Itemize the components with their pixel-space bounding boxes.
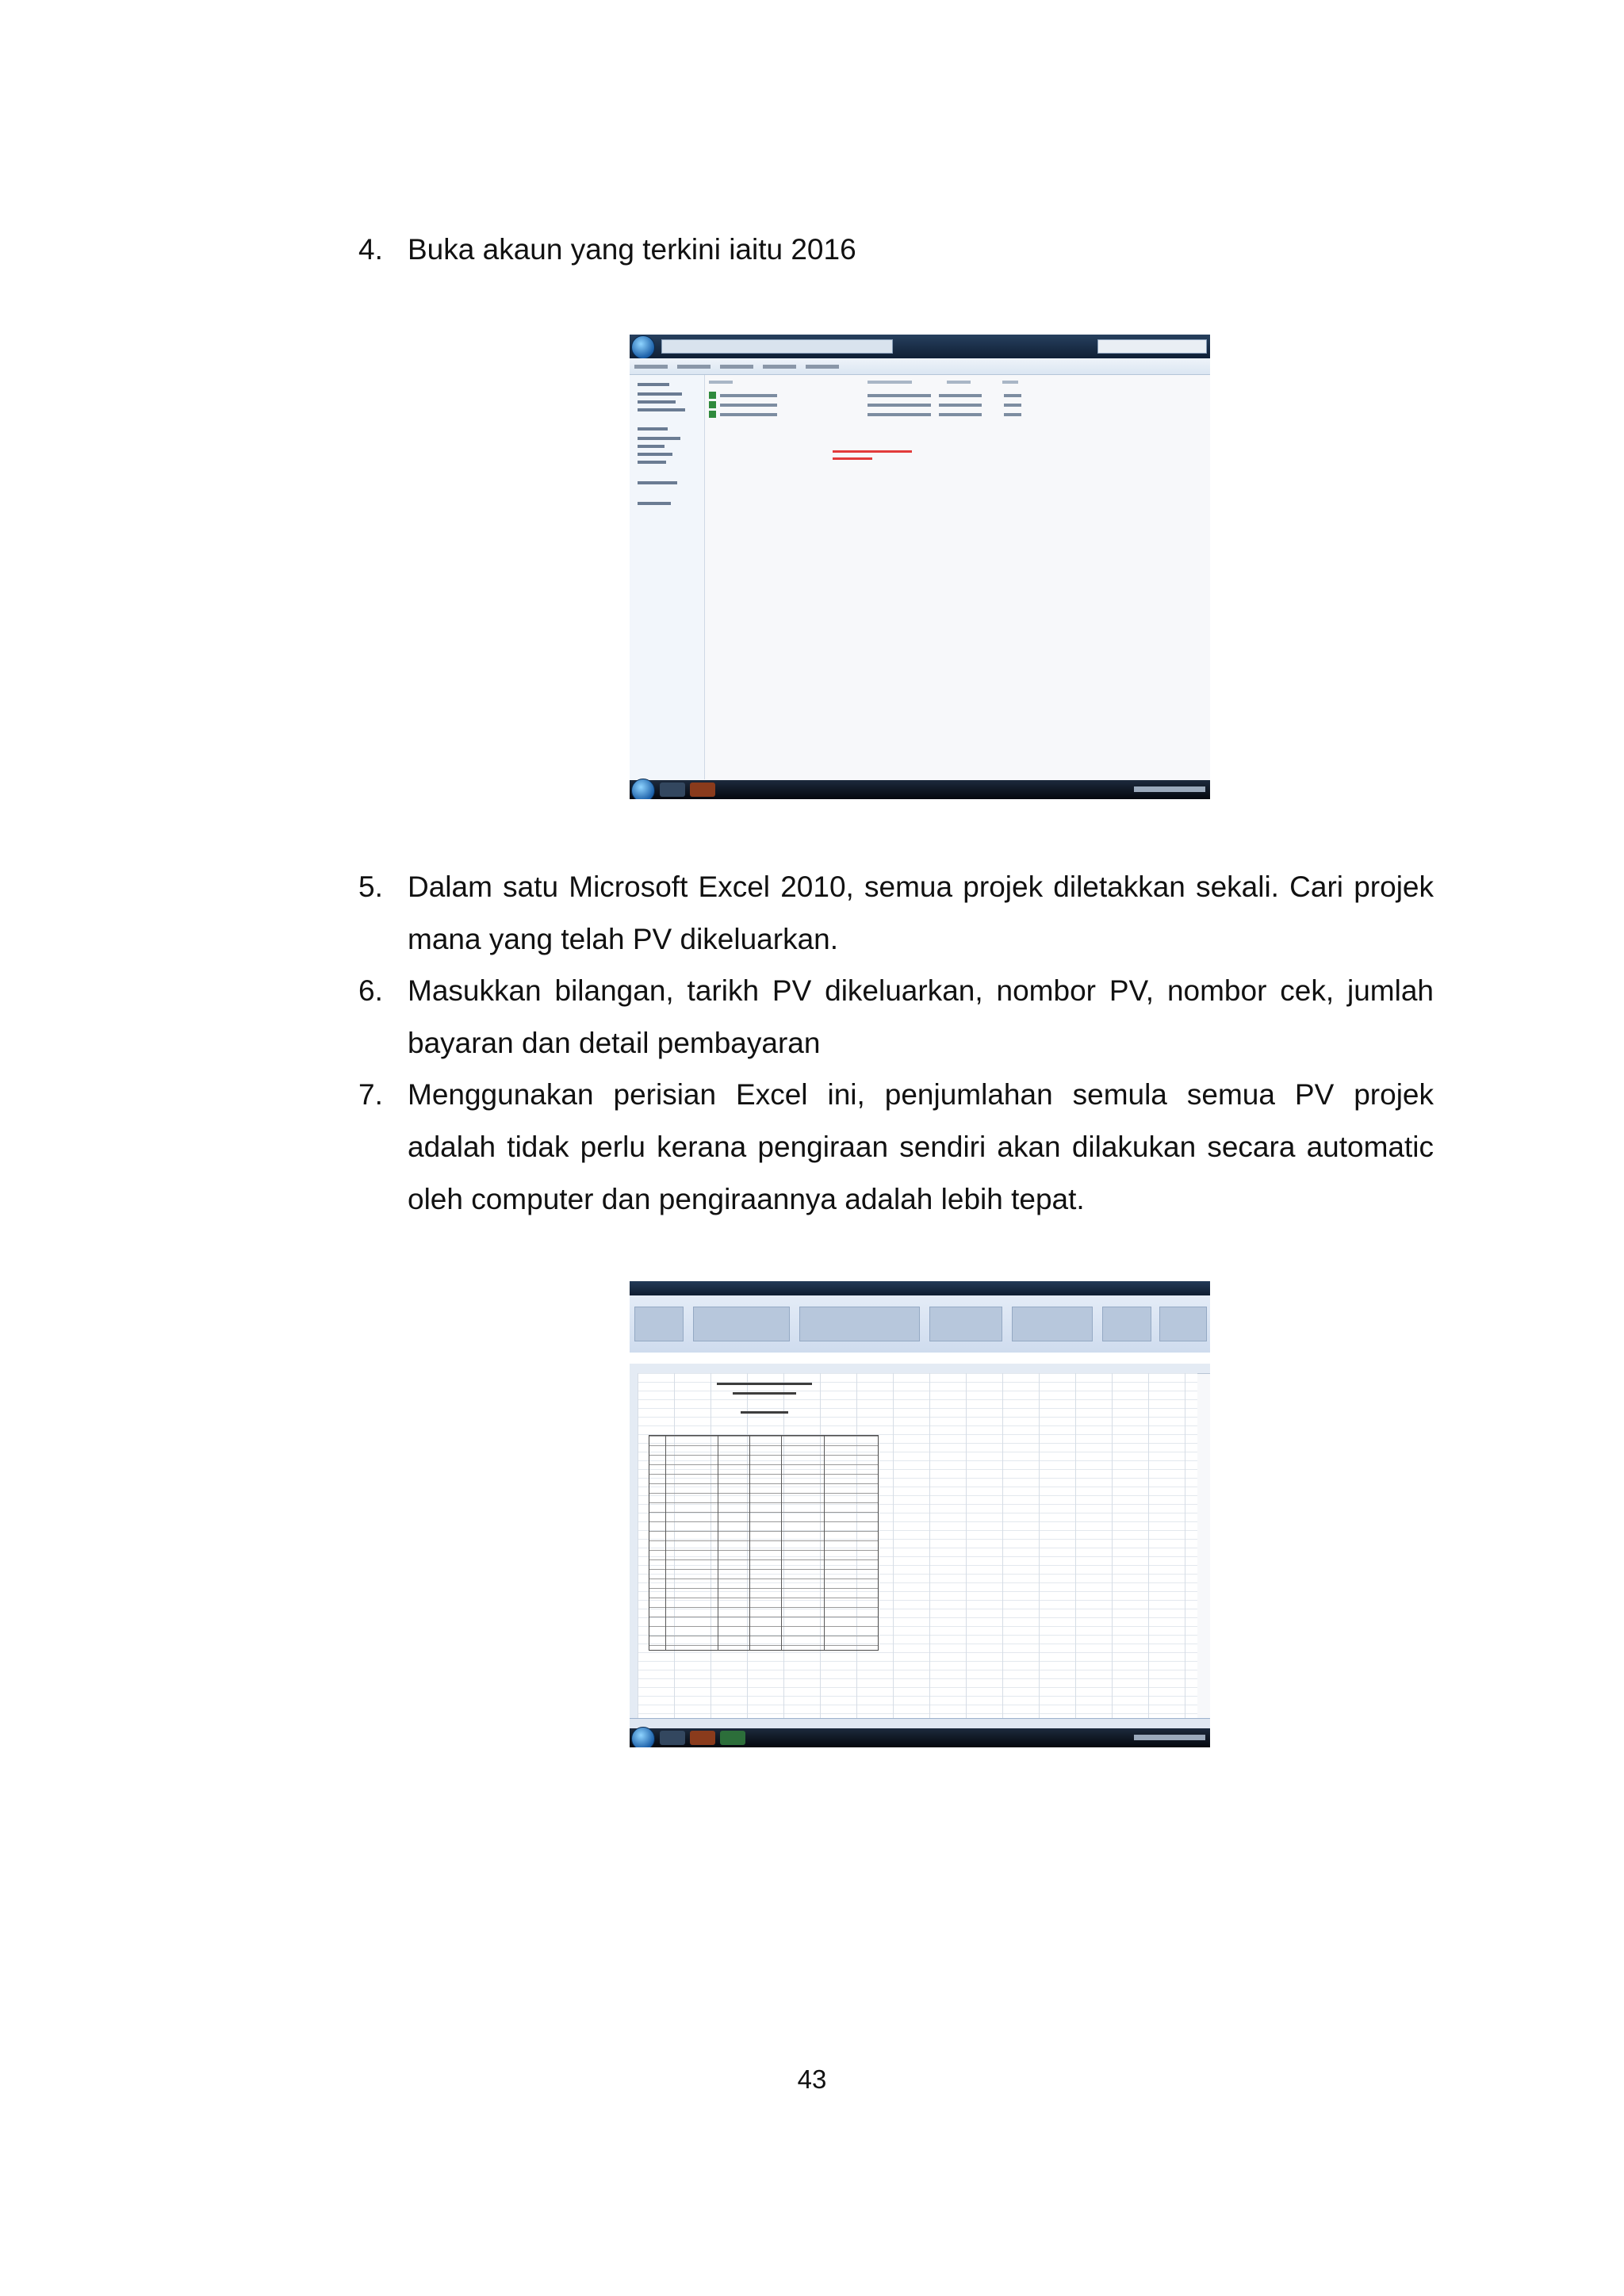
file-row — [709, 401, 1201, 409]
windows-explorer-screenshot — [630, 335, 1210, 799]
taskbar-browser-icon — [690, 783, 715, 797]
explorer-title-bar — [630, 335, 1210, 358]
page-number: 43 — [797, 2064, 827, 2094]
step-number: 7. — [358, 1078, 383, 1111]
file-list — [709, 381, 1201, 444]
search-box — [1097, 339, 1207, 354]
excel-title-bar — [630, 1281, 1210, 1295]
step-7 — [358, 1069, 1434, 1226]
formula-bar — [630, 1353, 1210, 1364]
windows-orb-icon — [631, 335, 655, 359]
step-text: Menggunakan perisian Excel ini, penjumlahan semula semua PV projek adalah tidak perlu kerana pengiraan sendiri akan dilakukan secara automatic oleh computer dan pengiraannya adalah lebih tepat. — [408, 1078, 1434, 1215]
step-number: 4. — [358, 233, 383, 266]
step-text: Masukkan bilangan, tarikh PV dikeluarkan, nombor PV, nombor cek, jumlah bayaran dan detail pembayaran — [408, 974, 1434, 1059]
worksheet-grid — [638, 1373, 1197, 1722]
start-orb-icon — [631, 1727, 655, 1747]
start-orb-icon — [631, 779, 655, 799]
file-row — [709, 392, 1201, 400]
file-row — [709, 411, 1201, 419]
taskbar — [630, 780, 1210, 799]
step-number: 6. — [358, 974, 383, 1007]
excel-spreadsheet-screenshot — [630, 1281, 1210, 1747]
payment-table — [649, 1435, 879, 1651]
taskbar-folder-icon — [660, 1731, 685, 1745]
step-6 — [358, 965, 1434, 1070]
sheet-tabs — [630, 1718, 1210, 1728]
system-tray — [1134, 1735, 1205, 1740]
taskbar-excel-icon — [720, 1731, 745, 1745]
system-tray — [1134, 786, 1205, 792]
taskbar — [630, 1728, 1210, 1747]
navigation-pane — [630, 375, 705, 779]
excel-ribbon — [630, 1295, 1210, 1353]
step-5 — [358, 861, 1434, 966]
step-text: Dalam satu Microsoft Excel 2010, semua projek diletakkan sekali. Cari projek mana yang telah PV dikeluarkan. — [408, 871, 1434, 955]
explorer-toolbar — [630, 358, 1210, 375]
step-4 — [358, 224, 1434, 276]
step-number: 5. — [358, 871, 383, 903]
taskbar-folder-icon — [660, 783, 685, 797]
step-text: Buka akaun yang terkini iaitu 2016 — [408, 233, 856, 266]
taskbar-browser-icon — [690, 1731, 715, 1745]
red-annotation — [833, 450, 912, 465]
address-bar — [661, 339, 893, 354]
